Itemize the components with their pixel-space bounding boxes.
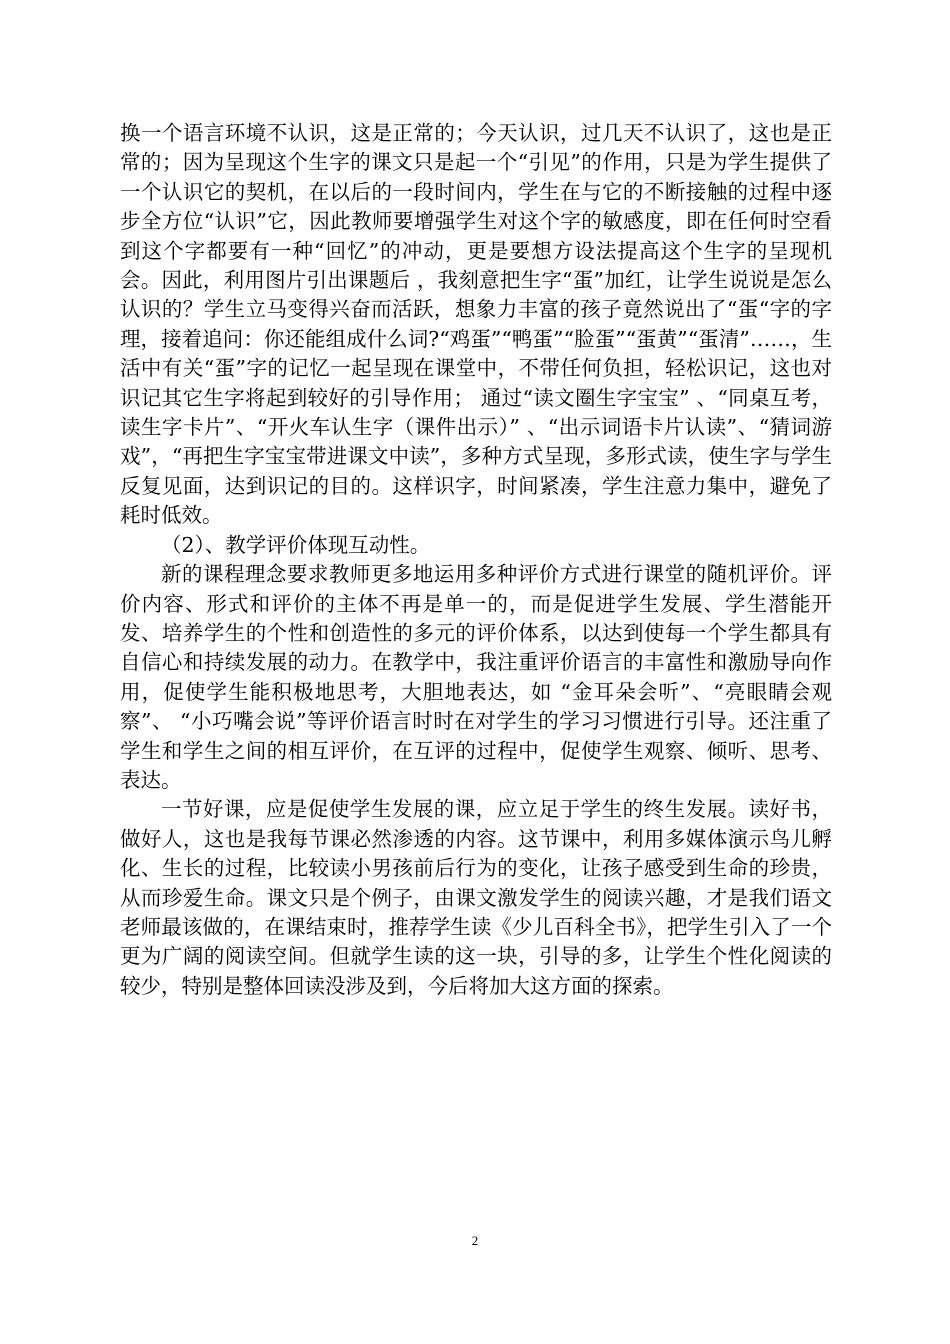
page-number: 2	[471, 1233, 479, 1248]
paragraph: 新的课程理念要求教师更多地运用多种评价方式进行课堂的随机评价。评价内容、形式和评价的主体不再是单一的，而是促进学生发展、学生潜能开发、培养学生的个性和创造性的多元的评价体系，以达到使每一个学生都具有自信心和持续发展的动力。在教学中，我注重评价语言的丰富性和激励导向作用，促使学生能积极地思考，大胆地表达，如 “金耳朵会听”、“亮眼睛会观察”、 “小巧嘴会说”等评价语言时时在对学生的学习习惯进行引导。还注重了学生和学生之间的相互评价，在互评的过程中，促使学生观察、倾听、思考、表达。	[120, 562, 832, 792]
body-text	[120, 119, 832, 1001]
section-heading: （2）、教学评价体现互动性。	[161, 532, 431, 557]
paragraph: 一节好课，应是促使学生发展的课，应立足于学生的终生发展。读好书，做好人，这也是我每节课必然渗透的内容。这节课中，利用多媒体演示鸟儿孵化、生长的过程，比较读小男孩前后行为的变化，让孩子感受到生命的珍贵，从而珍爱生命。课文只是个例子，由课文激发学生的阅读兴趣，才是我们语文老师最该做的，在课结束时，推荐学生读《少儿百科全书》，把学生引入了一个更为广阔的阅读空间。但就学生读的这一块，引导的多，让学生个性化阅读的较少，特别是整体回读没涉及到，今后将加大这方面的探索。	[120, 797, 832, 998]
paragraph-continued: 换一个语言环境不认识，这是正常的；今天认识，过几天不认识了，这也是正常的；因为呈现这个生字的课文只是起一个“引见”的作用，只是为学生提供了一个认识它的契机，在以后的一段时间内，学生在与它的不断接触的过程中逐步全方位“认识”它，因此教师要增强学生对这个字的敏感度，即在任何时空看到这个字都要有一种“回忆”的冲动，更是要想方设法提高这个生字的呈现机会。因此，利用图片引出课题后 ，我刻意把生字“蛋”加红，让学生说说是怎么认识的？学生立马变得兴奋而活跃，想象力丰富的孩子竟然说出了“蛋“字的字理，接着追问：你还能组成什么词?“鸡蛋”“鸭蛋”“脸蛋”“蛋黄”“蛋清”……，生活中有关“蛋”字的记忆一起呈现在课堂中，不带任何负担，轻松识记，这也对识记其它生字将起到较好的引导作用； 通过“读文圈生字宝宝” 、“同桌互考，读生字卡片”、“开火车认生字（课件出示）” 、“出示词语卡片认读”、“猜词游戏”，“再把生字宝宝带进课文中读”，多种方式呈现，多形式读，使生字与学生反复见面，达到识记的目的。这样识字，时间紧凑，学生注意力集中，避免了耗时低效。	[120, 121, 832, 528]
